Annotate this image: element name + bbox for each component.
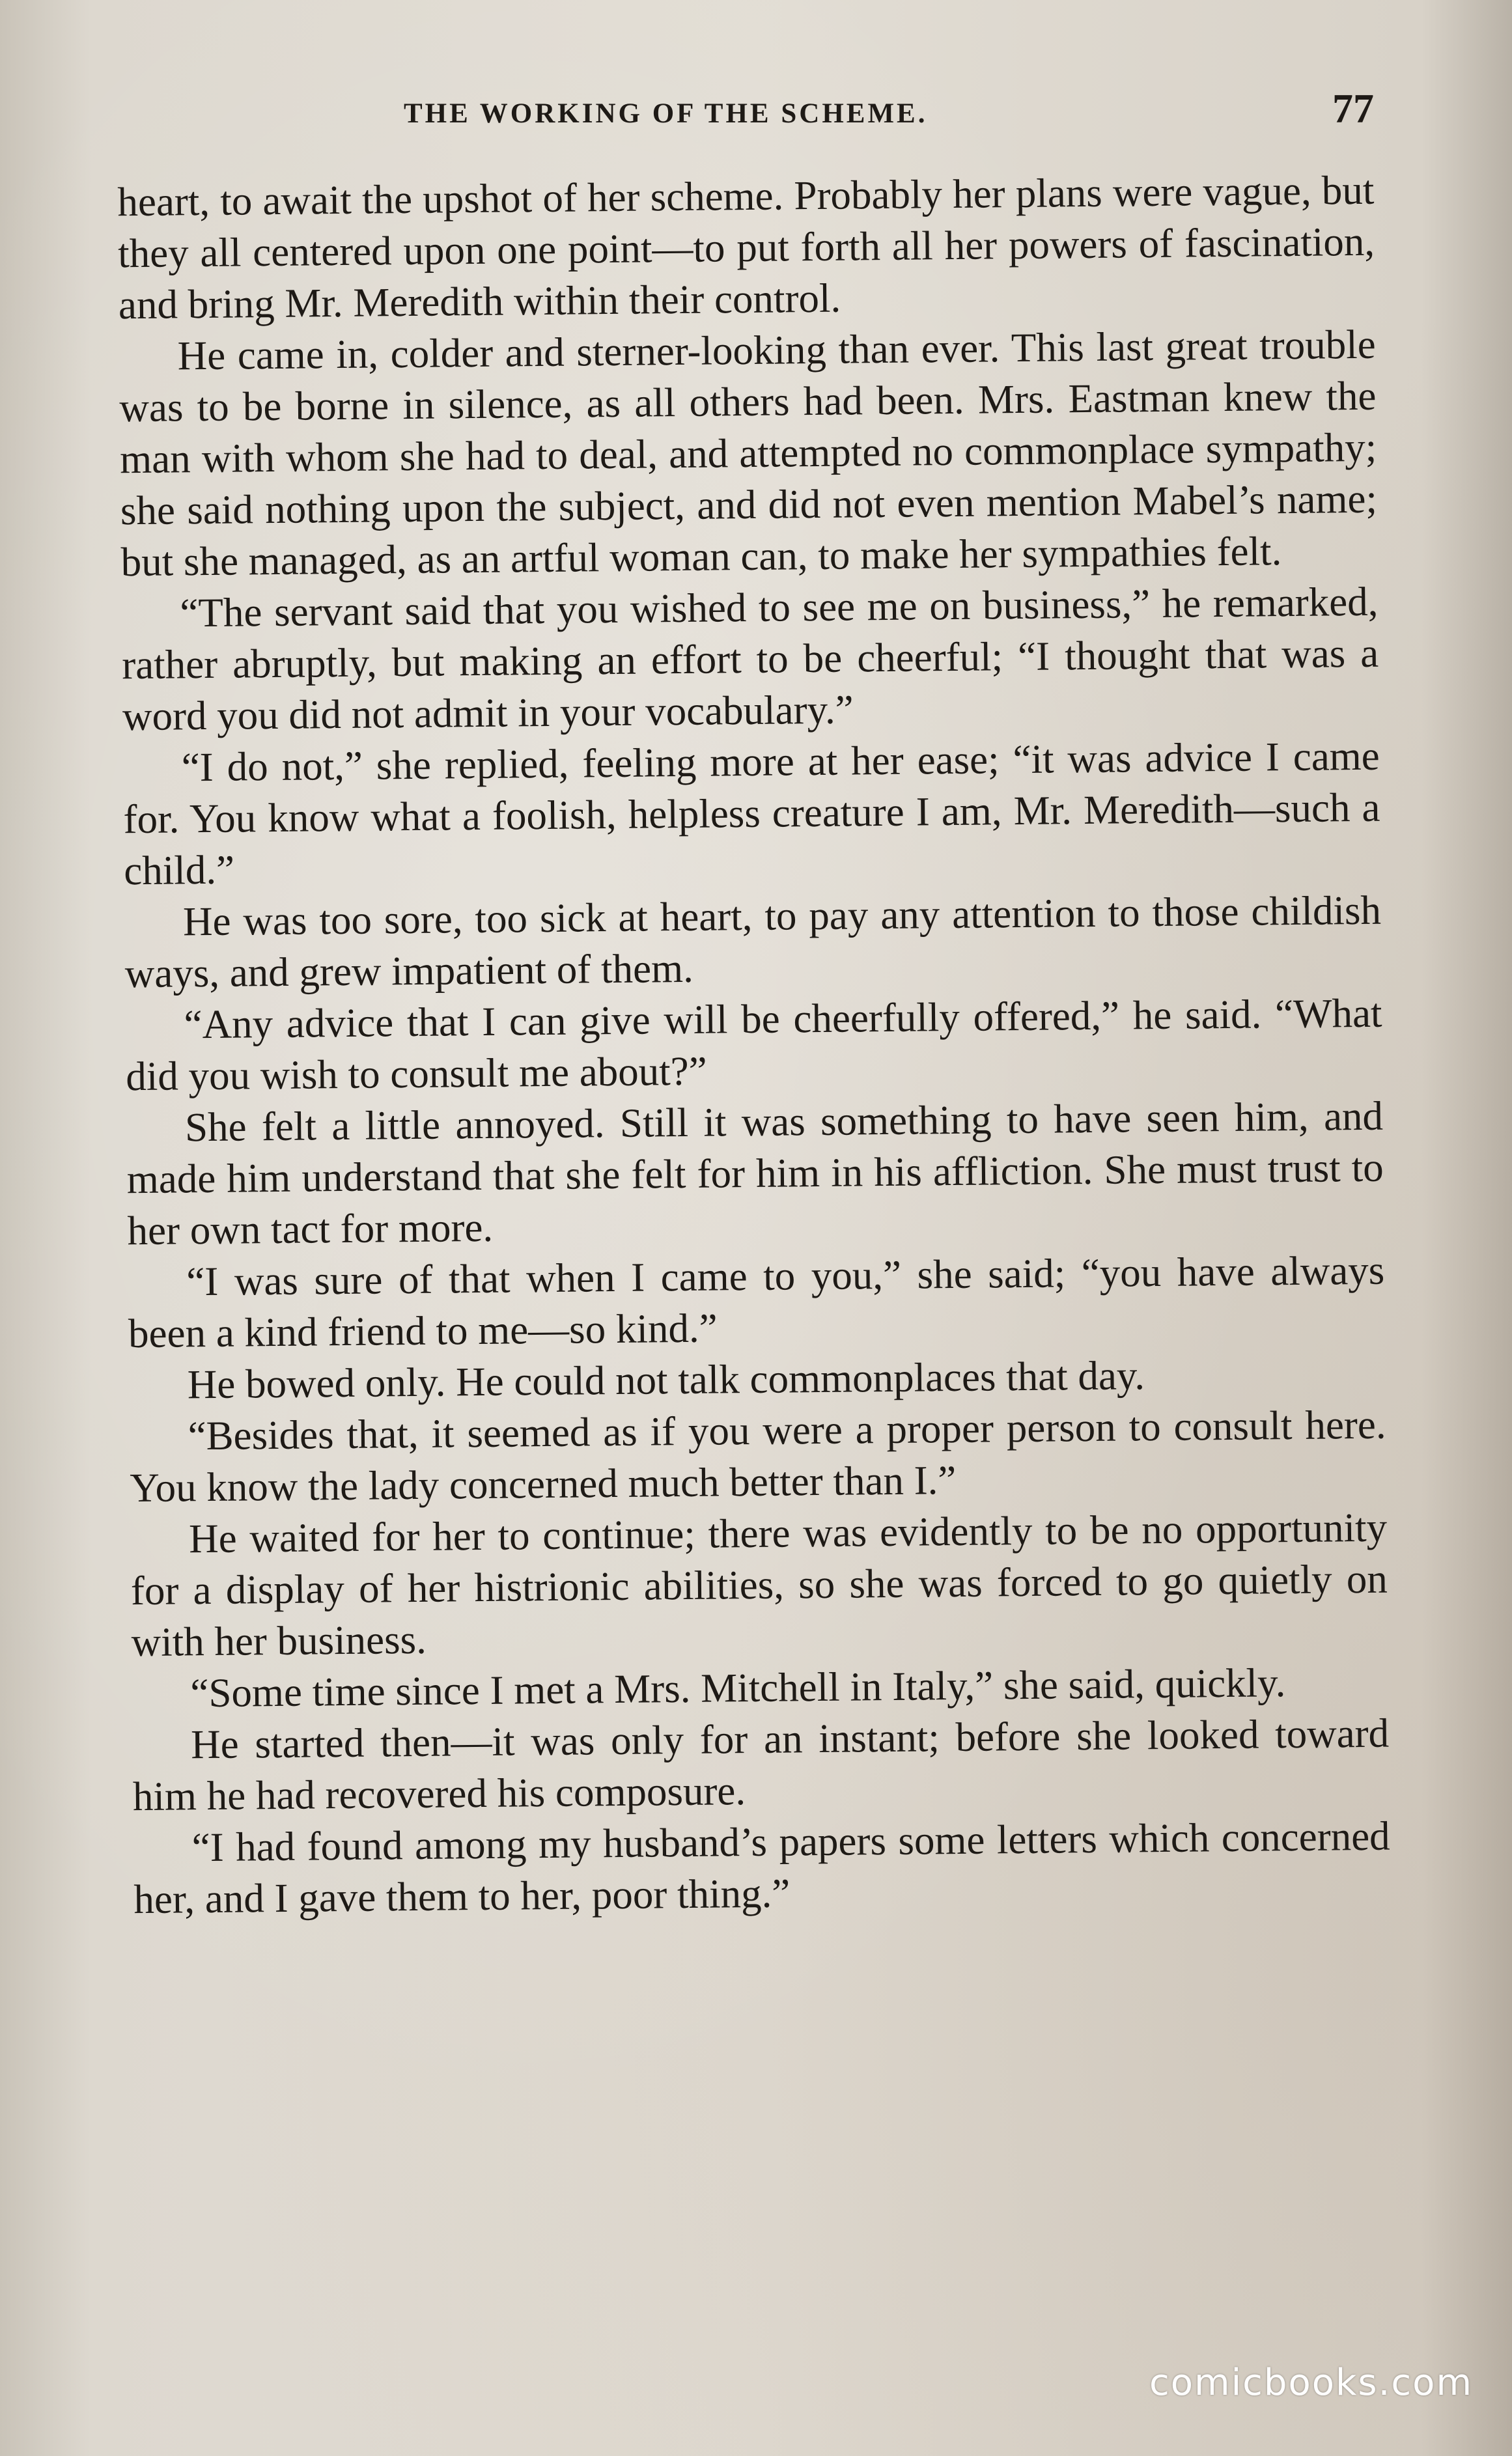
paragraph: He waited for her to continue; there was evidently to be no opportunity for a display of her histrionic abilities, so she was forced to go quietly on with her business. [130, 1504, 1388, 1666]
body-text [117, 165, 1391, 1925]
page-number: 77 [1332, 85, 1374, 132]
paragraph: “Any advice that I can give will be cheerfully offered,” he said. “What did you wish to consult me about?” [125, 990, 1382, 1100]
running-head: THE WORKING OF THE SCHEME. [404, 98, 928, 129]
paragraph: “I was sure of that when I came to you,” she said; “you have always been a kind friend to me—so kind.” [128, 1247, 1385, 1357]
paragraph: heart, to await the upshot of her scheme. Probably her plans were vague, but they all centered upon one point—to put forth all her powers of fascination, and bring Mr. Meredith within their control. [117, 167, 1375, 328]
paragraph: He came in, colder and sterner-looking than ever. This last great trouble was to be borne in silence, as all others had been. Mrs. Eastman knew the man with whom she had to deal, and attempted no commonplace sympathy; she said nothing upon the subject, and did not even mention Mabel’s name; but she managed, as an artful woman can, to make her sympathies felt. [119, 321, 1378, 585]
paragraph: “I had found among my husband’s papers some letters which concerned her, and I gave them to her, poor thing.” [133, 1813, 1390, 1923]
paragraph: He started then—it was only for an instant; before she looked toward him he had recovered his composure. [132, 1710, 1390, 1820]
paragraph: She felt a little annoyed. Still it was something to have seen him, and made him understand that she felt for him in his affliction. She must trust to her own tact for more. [126, 1093, 1384, 1254]
page-header [117, 85, 1374, 143]
paragraph: “The servant said that you wished to see me on business,” he remarked, rather abruptly, but making an effort to be cheerful; “I thought that was a word you did not admit in your vocabulary.” [121, 578, 1379, 740]
paragraph: He was too sore, too sick at heart, to pay any attention to those childish ways, and grew impatient of them. [124, 887, 1382, 997]
paragraph: “I do not,” she replied, feeling more at her ease; “it was advice I came for. You know what a foolish, helpless creature I am, Mr. Meredith—such a child.” [123, 733, 1380, 894]
watermark: comicbooks.com [1149, 2362, 1473, 2404]
paragraph: He bowed only. He could not talk commonplaces that day. [187, 1352, 1145, 1408]
paragraph: “Some time since I met a Mrs. Mitchell in Italy,” she said, quickly. [190, 1660, 1286, 1716]
paragraph: “Besides that, it seemed as if you were a proper person to consult here. You know the lady concerned much better than I.” [130, 1401, 1386, 1511]
